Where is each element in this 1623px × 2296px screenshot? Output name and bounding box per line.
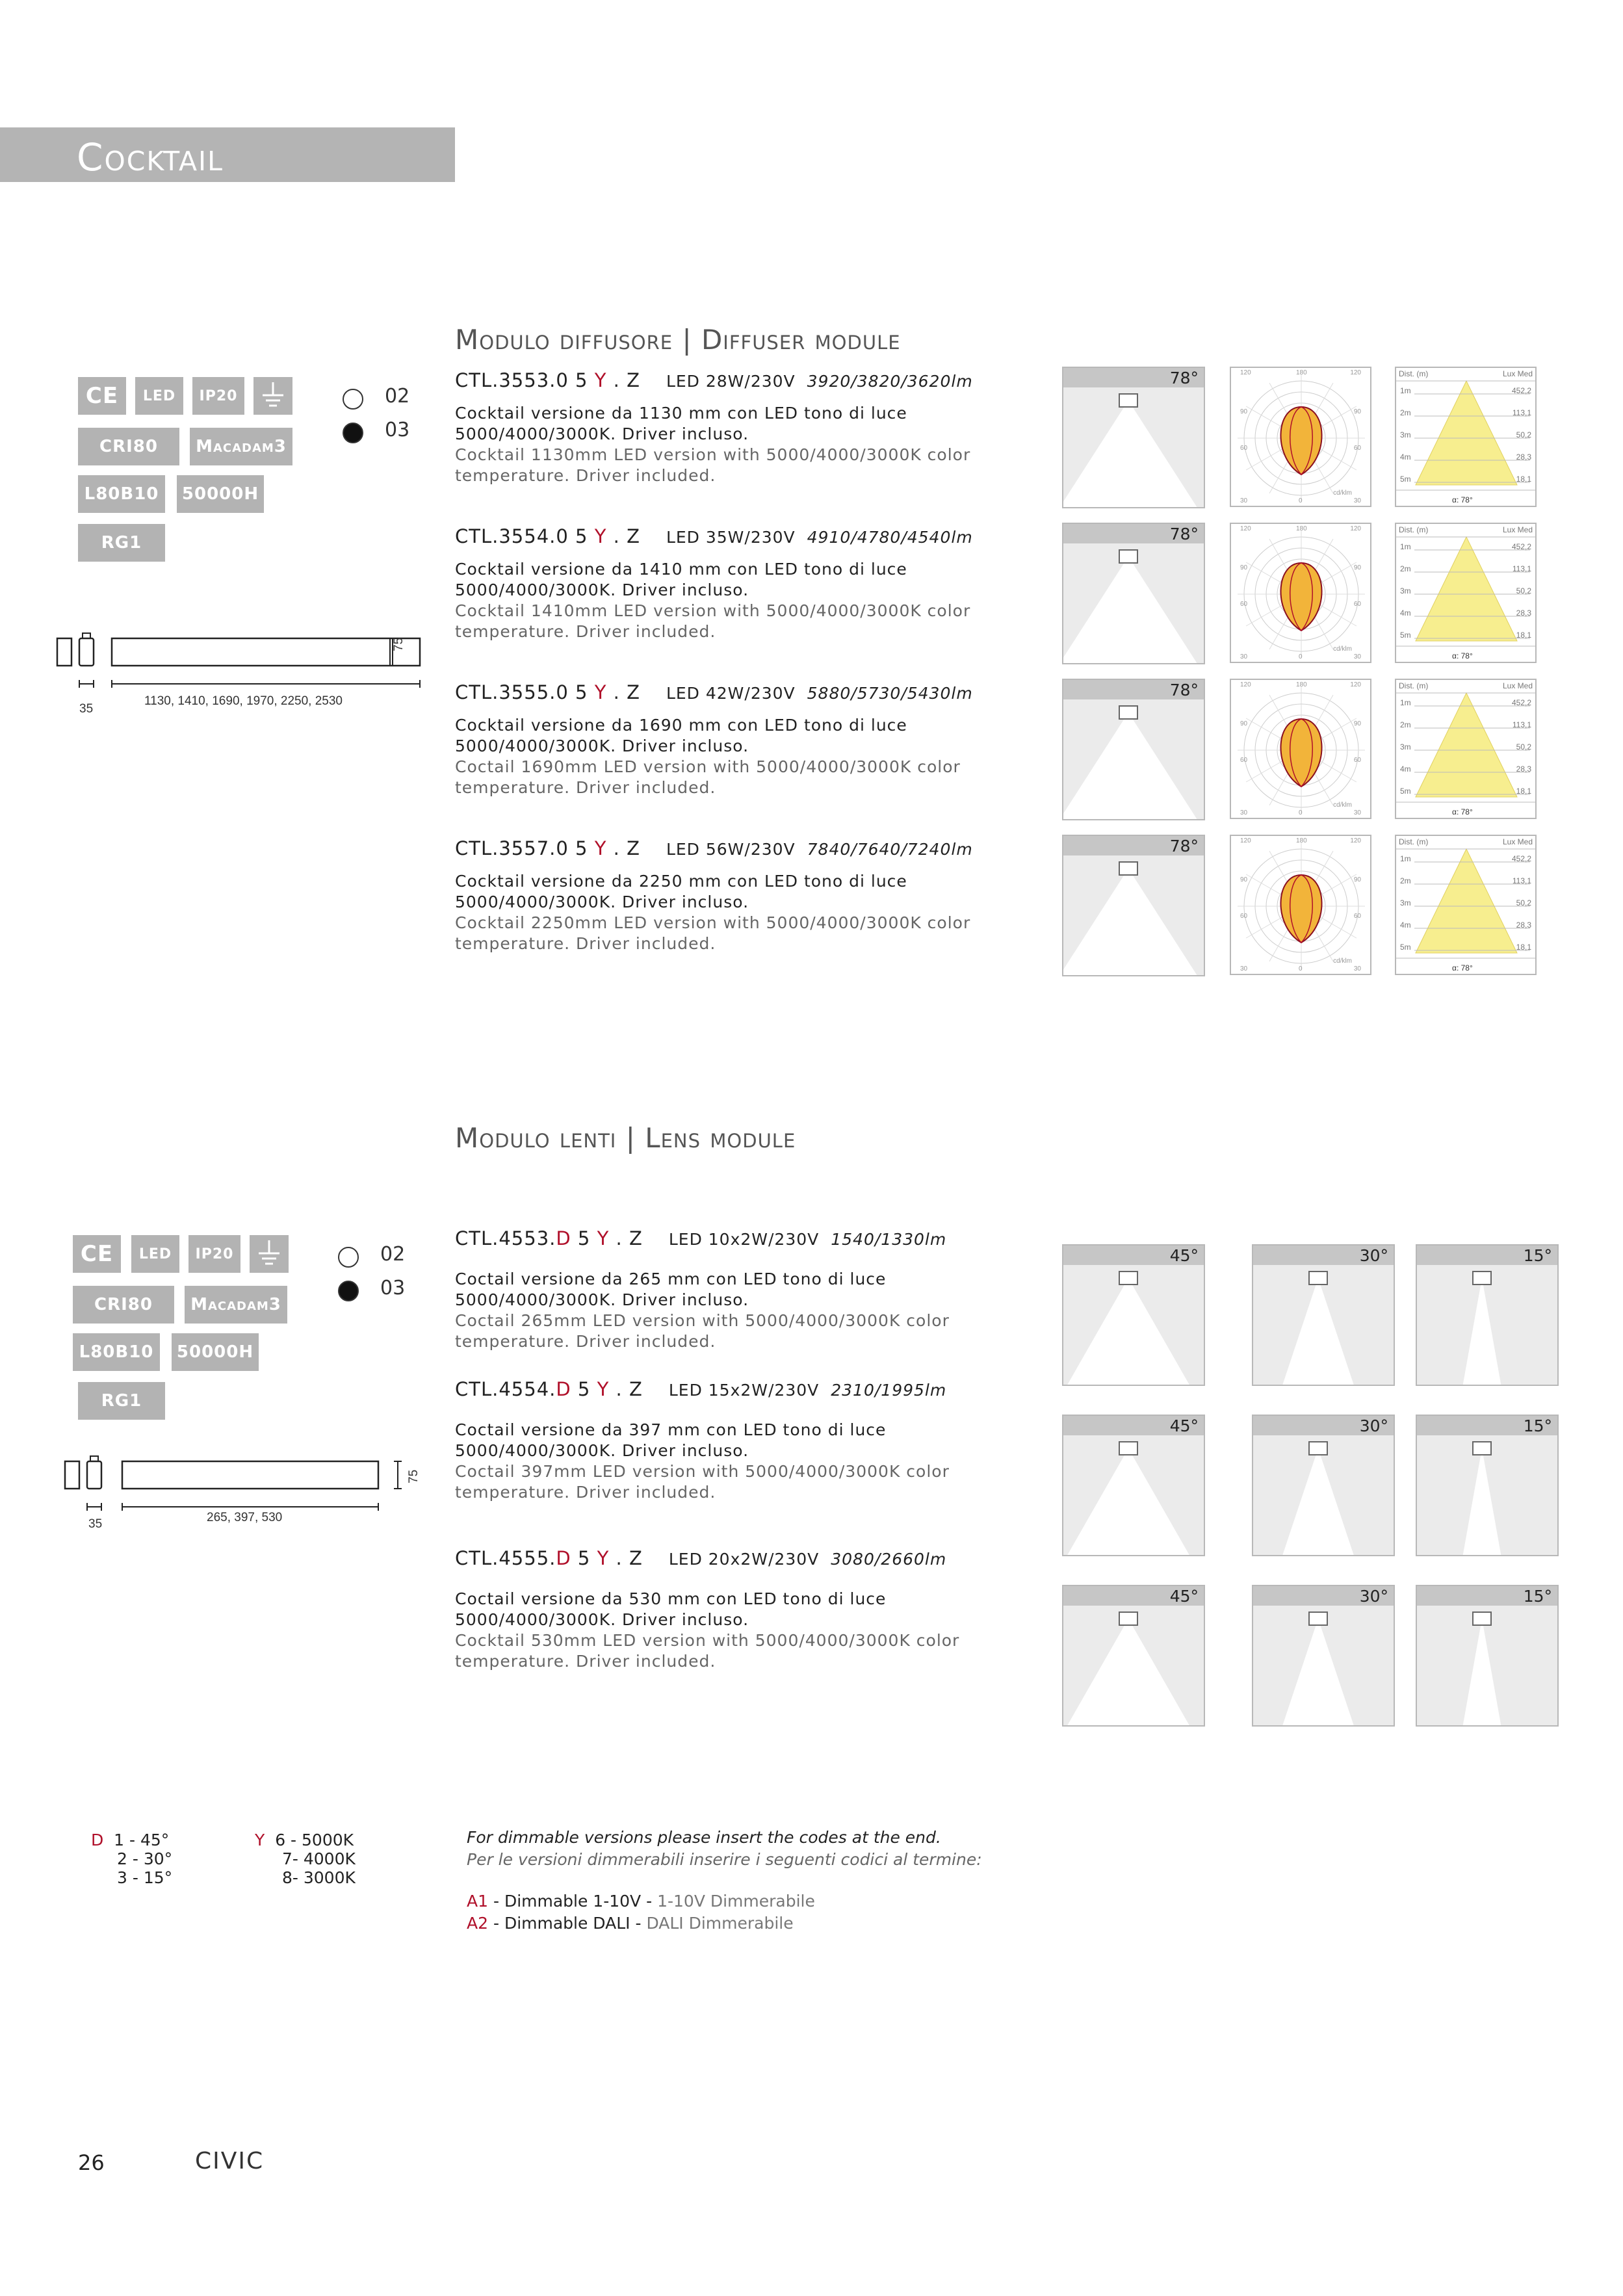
- code-suffix: . Z: [609, 1378, 643, 1400]
- color-temp-code: Y: [594, 525, 607, 547]
- lux-distance: 4m: [1400, 920, 1411, 930]
- color-temp-code: Y: [594, 369, 607, 391]
- light-beam-graphic: [1063, 1416, 1205, 1556]
- lux-head-right: Lux Med: [1502, 525, 1533, 534]
- lux-distance: 2m: [1400, 876, 1411, 885]
- polar-tick-label: 30: [1353, 497, 1361, 504]
- lux-cone: [1416, 537, 1517, 641]
- polar-diagram: [1230, 835, 1371, 975]
- product-description: [455, 871, 988, 954]
- lux-value: 113,1: [1512, 408, 1531, 417]
- beam-angle-label: 15°: [1523, 1246, 1552, 1265]
- light-beam-graphic: [1417, 1586, 1559, 1727]
- light-beam-graphic: [1417, 1246, 1559, 1386]
- light-beam-graphic: [1063, 368, 1205, 508]
- lux-distance: 4m: [1400, 608, 1411, 618]
- beam-angle-box: [1062, 1415, 1205, 1556]
- polar-tick-label: 60: [1353, 601, 1361, 608]
- description-en: Coctail 397mm LED version with 5000/4000/3000K color temperature. Driver included.: [455, 1462, 950, 1502]
- lumen-output: 1540/1330lm: [831, 1230, 947, 1249]
- lens-lengths-label: 265, 397, 530: [207, 1511, 283, 1524]
- beam-angle-code: D: [556, 1547, 571, 1569]
- product-code: [455, 369, 973, 391]
- brand-logo: CIVIC: [195, 2148, 265, 2174]
- cri-badge: CRI80: [73, 1286, 174, 1324]
- legend-y-item: 6 - 5000K: [275, 1831, 354, 1849]
- dimming-note-it: Per le versioni dimmerabili inserire i seguenti codici al termine:: [467, 1850, 982, 1869]
- polar-tick-label: 180: [1296, 369, 1307, 376]
- power-spec: LED 10x2W/230V: [668, 1230, 820, 1249]
- lux-distance: 3m: [1400, 430, 1411, 439]
- description-it: Coctail versione da 265 mm con LED tono di luce 5000/4000/3000K. Driver incluso.: [455, 1270, 887, 1309]
- lux-distance: 3m: [1400, 742, 1411, 751]
- polar-tick-label: 60: [1240, 601, 1248, 608]
- light-beam-graphic: [1063, 1246, 1205, 1386]
- polar-tick-label: 0: [1299, 965, 1303, 972]
- lux-value: 28,3: [1516, 608, 1531, 618]
- lux-value: 452,2: [1511, 542, 1531, 551]
- a2-it: DALI Dimmerabile: [646, 1914, 794, 1933]
- cri-badge: CRI80: [78, 428, 179, 465]
- polar-tick-label: 30: [1240, 809, 1248, 816]
- power-spec: LED 56W/230V: [666, 840, 796, 859]
- polar-tick-label: 120: [1350, 369, 1361, 376]
- l80-badge: L80B10: [73, 1333, 160, 1371]
- code-prefix: CTL.3554.0 5: [455, 525, 595, 547]
- beam-angle-box: [1252, 1585, 1395, 1727]
- luminaire-icon: [1119, 1612, 1137, 1625]
- lux-value: 50,2: [1516, 586, 1531, 595]
- light-beam-graphic: [1417, 1416, 1559, 1556]
- l80-badge: L80B10: [78, 475, 165, 513]
- beam-angle-box: [1416, 1415, 1559, 1556]
- lux-alpha: α: 78°: [1452, 651, 1473, 660]
- lux-distance: 5m: [1400, 787, 1411, 796]
- lux-distance: 4m: [1400, 764, 1411, 774]
- polar-tick-label: 90: [1240, 564, 1248, 571]
- light-beam-graphic: [1253, 1416, 1395, 1556]
- led-badge: LED: [135, 377, 183, 415]
- earth-ground-icon: [250, 1235, 289, 1273]
- beam-angle-label: 45°: [1169, 1587, 1199, 1606]
- polar-tick-label: 60: [1240, 913, 1248, 920]
- lux-alpha: α: 78°: [1452, 963, 1473, 972]
- lux-value: 113,1: [1512, 564, 1531, 573]
- lux-value: 18,1: [1516, 475, 1531, 484]
- beam-angle-box: [1416, 1244, 1559, 1386]
- legend-y-item: 7- 4000K: [282, 1849, 356, 1868]
- finish-black-label: 03: [385, 419, 410, 441]
- title-bar: [0, 127, 455, 182]
- description-it: Coctail versione da 397 mm con LED tono di luce 5000/4000/3000K. Driver incluso.: [455, 1420, 887, 1460]
- lux-value: 18,1: [1516, 943, 1531, 952]
- product-code: [455, 1378, 946, 1400]
- polar-tick-label: 60: [1240, 445, 1248, 452]
- polar-tick-label: cd/klm: [1333, 802, 1352, 809]
- dimming-a1: A1 - Dimmable 1-10V - 1-10V Dimmerabile: [467, 1892, 815, 1911]
- polar-curve-graphic: [1231, 680, 1371, 819]
- ce-mark-icon: CE: [78, 377, 126, 415]
- intensity-curve: [1280, 875, 1321, 943]
- product-description: [455, 1269, 988, 1352]
- a1-code: A1: [467, 1892, 489, 1911]
- finish-black-swatch: [343, 423, 363, 443]
- beam-angle-box: [1252, 1415, 1395, 1556]
- a2-en: Dimmable DALI: [504, 1914, 630, 1933]
- lux-head-right: Lux Med: [1502, 681, 1533, 690]
- product-description: [455, 1589, 988, 1672]
- polar-tick-label: 120: [1350, 681, 1361, 688]
- luminaire-icon: [1309, 1442, 1327, 1455]
- luminaire-icon: [1119, 706, 1137, 719]
- code-suffix: . Z: [606, 525, 640, 547]
- finish-white-label: 02: [385, 385, 410, 408]
- code-middle: 5: [571, 1227, 597, 1249]
- finish-black-swatch: [338, 1281, 359, 1301]
- product-code: [455, 681, 973, 703]
- polar-tick-label: 90: [1353, 876, 1361, 883]
- beam-angle-box: [1062, 679, 1205, 820]
- lux-table: [1395, 679, 1537, 819]
- polar-tick-label: 90: [1353, 408, 1361, 415]
- lumen-output: 5880/5730/5430lm: [807, 684, 973, 703]
- color-temp-code: Y: [594, 837, 607, 859]
- polar-tick-label: 30: [1353, 653, 1361, 660]
- lumen-output: 2310/1995lm: [831, 1381, 947, 1400]
- code-middle: 5: [571, 1547, 597, 1569]
- diffuser-width-label: 35: [79, 702, 94, 716]
- hours-badge: 50000H: [172, 1333, 259, 1371]
- lux-value: 28,3: [1516, 452, 1531, 462]
- luminaire-icon: [1473, 1442, 1491, 1455]
- beam-angle-label: 30°: [1359, 1246, 1388, 1265]
- lux-value: 50,2: [1516, 898, 1531, 907]
- beam-angle-box: [1062, 1244, 1205, 1386]
- luminaire-icon: [1119, 550, 1137, 563]
- section-title-lens: Modulo lenti | Lens module: [455, 1122, 796, 1154]
- lens-dimension-drawing: [60, 1447, 424, 1545]
- macadam-badge: Macadam3: [185, 1286, 287, 1324]
- lux-value: 452,2: [1511, 854, 1531, 863]
- luminaire-icon: [1119, 1442, 1137, 1455]
- finish-white-swatch: [338, 1247, 359, 1268]
- hours-badge: 50000H: [177, 475, 264, 513]
- lux-value: 113,1: [1512, 720, 1531, 729]
- color-temp-code: Y: [597, 1378, 610, 1400]
- lens-width-label: 35: [88, 1517, 103, 1531]
- luminaire-icon: [1473, 1272, 1491, 1285]
- ip-badge: IP20: [188, 1235, 240, 1273]
- beam-angle-label: 78°: [1169, 837, 1199, 855]
- light-beam-graphic: [1253, 1586, 1395, 1727]
- lumen-output: 7840/7640/7240lm: [807, 840, 973, 859]
- light-beam-graphic: [1253, 1246, 1395, 1386]
- lux-value: 18,1: [1516, 787, 1531, 796]
- intensity-curve: [1280, 407, 1321, 475]
- description-it: Cocktail versione da 1410 mm con LED tono di luce 5000/4000/3000K. Driver incluso.: [455, 560, 907, 599]
- description-it: Cocktail versione da 1130 mm con LED tono di luce 5000/4000/3000K. Driver incluso.: [455, 404, 907, 443]
- code-prefix: CTL.4553.: [455, 1227, 556, 1249]
- beam-angle-label: 78°: [1169, 681, 1199, 699]
- lux-value: 452,2: [1511, 386, 1531, 395]
- lux-distance: 1m: [1400, 698, 1411, 707]
- beam-angle-label: 78°: [1169, 369, 1199, 387]
- light-beam-graphic: [1063, 524, 1205, 664]
- intensity-curve: [1280, 563, 1321, 631]
- code-suffix: . Z: [606, 369, 640, 391]
- legend-y: [255, 1831, 356, 1887]
- description-it: Coctail versione da 530 mm con LED tono di luce 5000/4000/3000K. Driver incluso.: [455, 1589, 887, 1629]
- polar-curve-graphic: [1231, 524, 1371, 663]
- lumen-output: 3920/3820/3620lm: [807, 372, 973, 391]
- polar-tick-label: 120: [1240, 681, 1251, 688]
- lux-distance: 3m: [1400, 586, 1411, 595]
- light-beam-graphic: [1063, 836, 1205, 976]
- lux-head-right: Lux Med: [1502, 369, 1533, 378]
- lux-table: [1395, 367, 1537, 507]
- description-en: Coctail 1690mm LED version with 5000/4000/3000K color temperature. Driver included.: [455, 757, 961, 797]
- color-temp-code: Y: [594, 681, 607, 703]
- led-badge: LED: [131, 1235, 179, 1273]
- polar-curve-graphic: [1231, 836, 1371, 975]
- polar-tick-label: 30: [1240, 965, 1248, 972]
- lux-distance: 1m: [1400, 542, 1411, 551]
- power-spec: LED 15x2W/230V: [668, 1381, 820, 1400]
- legend-d-item: 3 - 15°: [117, 1868, 173, 1887]
- macadam-badge: Macadam3: [190, 428, 292, 465]
- beam-angle-label: 30°: [1359, 1416, 1388, 1435]
- section-title-diffuser: Modulo diffusore | Diffuser module: [455, 324, 901, 356]
- legend-d-item: 2 - 30°: [117, 1849, 173, 1868]
- description-en: Cocktail 1410mm LED version with 5000/4000/3000K color temperature. Driver included.: [455, 601, 971, 641]
- lens-height-label: 75: [407, 1469, 421, 1483]
- lux-value: 28,3: [1516, 920, 1531, 930]
- beam-angle-code: D: [556, 1378, 571, 1400]
- lux-distance: 5m: [1400, 631, 1411, 640]
- polar-tick-label: 0: [1299, 809, 1303, 816]
- lux-head-left: Dist. (m): [1399, 369, 1429, 378]
- legend-d: [91, 1831, 172, 1887]
- lux-distance: 2m: [1400, 720, 1411, 729]
- polar-tick-label: 60: [1353, 757, 1361, 764]
- description-en: Cocktail 2250mm LED version with 5000/4000/3000K color temperature. Driver included.: [455, 913, 971, 953]
- lux-table: [1395, 835, 1537, 975]
- code-prefix: CTL.4554.: [455, 1378, 556, 1400]
- description-it: Cocktail versione da 2250 mm con LED tono di luce 5000/4000/3000K. Driver incluso.: [455, 872, 907, 911]
- polar-tick-label: 180: [1296, 681, 1307, 688]
- code-prefix: CTL.4555.: [455, 1547, 556, 1569]
- dimming-note-en: For dimmable versions please insert the codes at the end.: [467, 1828, 941, 1847]
- light-beam-graphic: [1063, 680, 1205, 820]
- beam-angle-box: [1062, 1585, 1205, 1727]
- beam-angle-label: 45°: [1169, 1246, 1199, 1265]
- a1-en: Dimmable 1-10V: [504, 1892, 642, 1911]
- beam-angle-box: [1062, 523, 1205, 664]
- legend-y-key: Y: [255, 1831, 265, 1849]
- lux-cone: [1416, 381, 1517, 485]
- lux-value: 113,1: [1512, 876, 1531, 885]
- polar-tick-label: 90: [1240, 876, 1248, 883]
- polar-tick-label: 30: [1353, 965, 1361, 972]
- description-en: Cocktail 1130mm LED version with 5000/4000/3000K color temperature. Driver included.: [455, 445, 971, 485]
- beam-angle-box: [1416, 1585, 1559, 1727]
- page-number: 26: [78, 2150, 105, 2175]
- finish-white-label: 02: [380, 1243, 406, 1266]
- lumen-output: 4910/4780/4540lm: [807, 528, 973, 547]
- luminaire-icon: [1119, 1272, 1137, 1285]
- polar-tick-label: 120: [1240, 525, 1251, 532]
- product-code: [455, 837, 973, 859]
- polar-tick-label: 0: [1299, 653, 1303, 660]
- polar-tick-label: 90: [1353, 720, 1361, 727]
- product-description: [455, 715, 988, 798]
- lux-distance: 1m: [1400, 386, 1411, 395]
- ip-badge: IP20: [192, 377, 244, 415]
- polar-tick-label: 30: [1353, 809, 1361, 816]
- code-prefix: CTL.3555.0 5: [455, 681, 595, 703]
- luminaire-icon: [1119, 862, 1137, 875]
- diffuser-lengths-label: 1130, 1410, 1690, 1970, 2250, 2530: [144, 694, 343, 708]
- lux-value: 50,2: [1516, 430, 1531, 439]
- polar-tick-label: 120: [1240, 369, 1251, 376]
- beam-angle-label: 15°: [1523, 1587, 1552, 1606]
- beam-angle-label: 45°: [1169, 1416, 1199, 1435]
- lux-distance: 3m: [1400, 898, 1411, 907]
- product-description: [455, 559, 988, 642]
- code-prefix: CTL.3557.0 5: [455, 837, 595, 859]
- polar-tick-label: cd/klm: [1333, 958, 1352, 965]
- lux-value: 50,2: [1516, 742, 1531, 751]
- polar-tick-label: 180: [1296, 525, 1307, 532]
- beam-angle-box: [1252, 1244, 1395, 1386]
- polar-tick-label: 90: [1240, 720, 1248, 727]
- beam-angle-box: [1062, 367, 1205, 508]
- legend-d-key: D: [91, 1831, 104, 1849]
- lux-distance: 4m: [1400, 452, 1411, 462]
- product-code: [455, 1227, 946, 1249]
- beam-angle-label: 15°: [1523, 1416, 1552, 1435]
- power-spec: LED 20x2W/230V: [668, 1550, 820, 1569]
- lux-value: 18,1: [1516, 631, 1531, 640]
- polar-diagram: [1230, 523, 1371, 663]
- lux-head-right: Lux Med: [1502, 837, 1533, 846]
- code-suffix: . Z: [609, 1227, 643, 1249]
- polar-tick-label: 60: [1240, 757, 1248, 764]
- lux-value: 28,3: [1516, 764, 1531, 774]
- ce-mark-icon: CE: [73, 1235, 121, 1273]
- lux-value: 452,2: [1511, 698, 1531, 707]
- beam-angle-label: 78°: [1169, 525, 1199, 543]
- diffuser-height-label: 75: [392, 637, 406, 651]
- code-middle: 5: [571, 1378, 597, 1400]
- legend-d-item: 1 - 45°: [114, 1831, 170, 1849]
- luminaire-icon: [1309, 1272, 1327, 1285]
- a2-code: A2: [467, 1914, 489, 1933]
- description-it: Cocktail versione da 1690 mm con LED tono di luce 5000/4000/3000K. Driver incluso.: [455, 716, 907, 755]
- color-temp-code: Y: [597, 1547, 610, 1569]
- polar-tick-label: 120: [1240, 837, 1251, 844]
- beam-angle-code: D: [556, 1227, 571, 1249]
- color-temp-code: Y: [597, 1227, 610, 1249]
- polar-curve-graphic: [1231, 368, 1371, 507]
- lux-alpha: α: 78°: [1452, 495, 1473, 504]
- polar-tick-label: 60: [1353, 445, 1361, 452]
- finish-black-label: 03: [380, 1277, 406, 1299]
- product-description: [455, 1420, 988, 1503]
- lumen-output: 3080/2660lm: [831, 1550, 947, 1569]
- beam-angle-label: 30°: [1359, 1587, 1388, 1606]
- lux-cone: [1416, 849, 1517, 953]
- code-suffix: . Z: [609, 1547, 643, 1569]
- rg-badge: RG1: [78, 1382, 165, 1420]
- lux-table: [1395, 523, 1537, 663]
- polar-tick-label: 120: [1350, 837, 1361, 844]
- polar-diagram: [1230, 679, 1371, 819]
- power-spec: LED 42W/230V: [666, 684, 796, 703]
- code-suffix: . Z: [606, 681, 640, 703]
- polar-tick-label: 180: [1296, 837, 1307, 844]
- polar-tick-label: 30: [1240, 653, 1248, 660]
- luminaire-icon: [1309, 1612, 1327, 1625]
- light-beam-graphic: [1063, 1586, 1205, 1727]
- lux-distance: 2m: [1400, 408, 1411, 417]
- lux-distance: 5m: [1400, 475, 1411, 484]
- page-title: Cocktail: [77, 135, 224, 179]
- polar-tick-label: 90: [1240, 408, 1248, 415]
- polar-tick-label: 120: [1350, 525, 1361, 532]
- power-spec: LED 28W/230V: [666, 372, 796, 391]
- product-code: [455, 525, 973, 547]
- product-description: [455, 403, 988, 486]
- lux-distance: 1m: [1400, 854, 1411, 863]
- finish-white-swatch: [343, 389, 363, 410]
- polar-tick-label: cd/klm: [1333, 646, 1352, 653]
- description-en: Cocktail 530mm LED version with 5000/4000/3000K color temperature. Driver included.: [455, 1631, 960, 1671]
- lux-head-left: Dist. (m): [1399, 525, 1429, 534]
- polar-tick-label: 30: [1240, 497, 1248, 504]
- dimming-a2: A2 - Dimmable DALI - DALI Dimmerabile: [467, 1914, 794, 1933]
- luminaire-icon: [1473, 1612, 1491, 1625]
- polar-diagram: [1230, 367, 1371, 507]
- lux-alpha: α: 78°: [1452, 807, 1473, 816]
- earth-ground-icon: [253, 377, 292, 415]
- beam-angle-box: [1062, 835, 1205, 976]
- luminaire-icon: [1119, 394, 1137, 407]
- code-suffix: . Z: [606, 837, 640, 859]
- code-prefix: CTL.3553.0 5: [455, 369, 595, 391]
- legend-y-item: 8- 3000K: [282, 1868, 356, 1887]
- lux-head-left: Dist. (m): [1399, 681, 1429, 690]
- description-en: Coctail 265mm LED version with 5000/4000/3000K color temperature. Driver included.: [455, 1311, 950, 1351]
- lux-head-left: Dist. (m): [1399, 837, 1429, 846]
- power-spec: LED 35W/230V: [666, 528, 796, 547]
- lux-distance: 5m: [1400, 943, 1411, 952]
- intensity-curve: [1280, 719, 1321, 787]
- lux-distance: 2m: [1400, 564, 1411, 573]
- a1-it: 1-10V Dimmerabile: [657, 1892, 815, 1911]
- polar-tick-label: 90: [1353, 564, 1361, 571]
- product-code: [455, 1547, 946, 1569]
- polar-tick-label: 0: [1299, 497, 1303, 504]
- polar-tick-label: cd/klm: [1333, 489, 1352, 497]
- rg-badge: RG1: [78, 524, 165, 562]
- lux-cone: [1416, 693, 1517, 797]
- polar-tick-label: 60: [1353, 913, 1361, 920]
